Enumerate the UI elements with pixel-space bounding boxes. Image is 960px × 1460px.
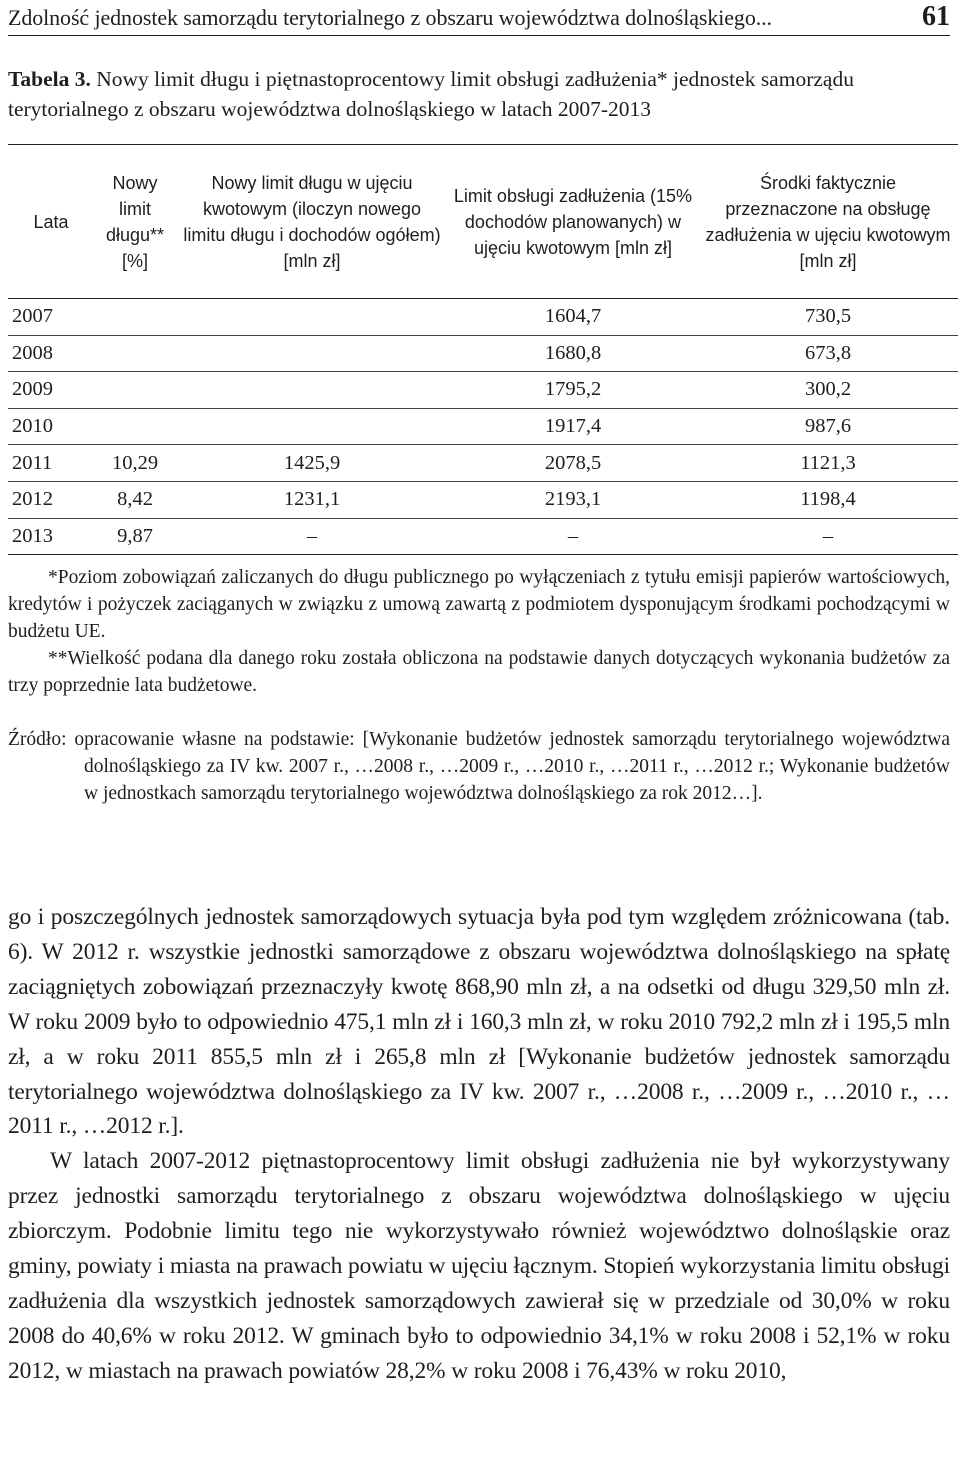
page-number: 61 <box>922 1 950 32</box>
table-row <box>8 299 958 336</box>
table-cell-value: 1121,3 <box>698 445 958 482</box>
table-cell-value: – <box>698 518 958 555</box>
table-row <box>8 372 958 409</box>
table-cell-year: 2009 <box>8 372 94 409</box>
table-cell-value: 8,42 <box>94 481 176 518</box>
table-cell-value <box>94 372 176 409</box>
table-cell-value: 300,2 <box>698 372 958 409</box>
table-cell-value: 2078,5 <box>448 445 698 482</box>
table-cell-value: 1231,1 <box>176 481 448 518</box>
table-cell-year: 2013 <box>8 518 94 555</box>
column-header-debt-service-limit: Limit obsługi zadłużenia (15% dochodów planowanych) w ujęciu kwotowym [mln zł] <box>453 185 693 258</box>
table-cell-value <box>94 299 176 336</box>
column-header-actual-debt-service: Środki faktycznie przeznaczone na obsługę zadłużenia w ujęciu kwotowym [mln zł] <box>705 172 951 271</box>
table-cell-value: 1917,4 <box>448 408 698 445</box>
table-row <box>8 445 958 482</box>
table-body <box>8 299 958 555</box>
table-row <box>8 518 958 555</box>
table-caption-text: Nowy limit długu i piętnastoprocentowy limit obsługi zadłużenia* jednostek samorządu terytorialnego z obszaru województwa dolnośląskiego w latach 2007-2013 <box>8 67 854 121</box>
table-cell-year: 2011 <box>8 445 94 482</box>
table-cell-year: 2010 <box>8 408 94 445</box>
table-cell-value <box>176 299 448 336</box>
table-row <box>8 408 958 445</box>
source-note: Źródło: opracowanie własne na podstawie: [Wykonanie budżetów jednostek samorządu terytorialnego województwa dolnośląskiego za IV kw. 2007 r., …2008 r., …2009 r., …2010 r., …2011 r., …2012 r.; Wykonanie budżetów w jednostkach samorządu terytorialnego województwa dolnośląskiego za rok 2012…]. <box>8 729 950 804</box>
footnote-2: **Wielkość podana dla danego roku została obliczona na podstawie danych dotyczących wykonania budżetów za trzy poprzednie lata budżetowe. <box>8 648 950 696</box>
table-cell-value: – <box>448 518 698 555</box>
table-cell-year: 2012 <box>8 481 94 518</box>
table-footnotes <box>8 564 950 699</box>
table-header-row <box>8 145 958 299</box>
table-cell-value <box>176 372 448 409</box>
table-cell-value: 1795,2 <box>448 372 698 409</box>
table-cell-value: – <box>176 518 448 555</box>
body-text <box>8 900 950 1389</box>
table-cell-value <box>176 408 448 445</box>
column-header-new-debt-limit-pct: Nowy limit długu** [%] <box>105 172 165 271</box>
table-cell-value: 9,87 <box>94 518 176 555</box>
table-cell-year: 2007 <box>12 305 53 328</box>
body-paragraph-1: go i poszczególnych jednostek samorządowych sytuacja była pod tym względem zróżnicowana (tab. 6). W 2012 r. wszystkie jednostki samorządowe z obszaru województwa dolnośląskiego na spłatę zaciągniętych zobowiązań przeznaczyły kwotę 868,90 mln zł, a na odsetki od długu 329,50 mln zł. W roku 2009 było to odpowiednio 475,1 mln zł i 160,3 mln zł, w roku 2010 792,2 mln zł i 195,5 mln zł, a w roku 2011 855,5 mln zł i 265,8 mln zł [Wykonanie budżetów jednostek samorządu terytorialnego województwa dolnośląskiego za IV kw. 2007 r., …2008 r., …2009 r., …2010 r., …2011 r., …2012 r.]. <box>8 904 950 1140</box>
table-cell-value: 10,29 <box>94 445 176 482</box>
table-cell-value: 2193,1 <box>448 481 698 518</box>
table-cell-value: 1425,9 <box>176 445 448 482</box>
table-cell-year: 2008 <box>8 335 94 372</box>
table-cell-value <box>176 335 448 372</box>
column-header-new-debt-limit-amount: Nowy limit długu w ujęciu kwotowym (iloczyn nowego limitu długu i dochodów ogółem) [mln zł] <box>183 172 441 271</box>
table-cell-value: 730,5 <box>804 305 852 328</box>
running-header <box>8 0 950 36</box>
table-row <box>8 481 958 518</box>
table-caption <box>8 64 950 124</box>
debt-limit-table <box>8 144 958 555</box>
body-paragraph-2: W latach 2007-2012 piętnastoprocentowy limit obsługi zadłużenia nie był wykorzystywany przez jednostki samorządu terytorialnego z obszaru województwa dolnośląskiego w ujęciu zbiorczym. Podobnie limitu tego nie wykorzystywało również województwo dolnośląskie oraz gminy, powiaty i miasta na prawach powiatu w ujęciu łącznym. Stopień wykorzystania limitu obsługi zadłużenia dla wszystkich jednostek samorządowych zawierał się w przedziale od 30,0% w roku 2008 do 40,6% w roku 2012. W gminach było to odpowiednio 34,1% w roku 2008 i 52,1% w roku 2012, w miastach na prawach powiatów 28,2% w roku 2008 i 76,43% w roku 2010, <box>8 1148 950 1384</box>
table-cell-value: 1680,8 <box>448 335 698 372</box>
table-cell-value: 673,8 <box>698 335 958 372</box>
table-row <box>8 335 958 372</box>
footnote-1: *Poziom zobowiązań zaliczanych do długu publicznego po wyłączeniach z tytułu emisji papierów wartościowych, kredytów i pożyczek zaciąganych w związku z umową zawartą z podmiotem dysponującym środkami pochodzącymi w budżetu UE. <box>8 567 950 642</box>
table-cell-value: 1198,4 <box>698 481 958 518</box>
running-title: Zdolność jednostek samorządu terytorialnego z obszaru województwa dolnośląskiego... <box>8 5 772 30</box>
table-caption-label: Tabela 3. <box>8 67 91 91</box>
table-cell-value <box>94 335 176 372</box>
column-header-years: Lata <box>33 211 69 232</box>
table-cell-value <box>94 408 176 445</box>
table-cell-value: 1604,7 <box>544 305 602 328</box>
table-cell-value: 987,6 <box>698 408 958 445</box>
